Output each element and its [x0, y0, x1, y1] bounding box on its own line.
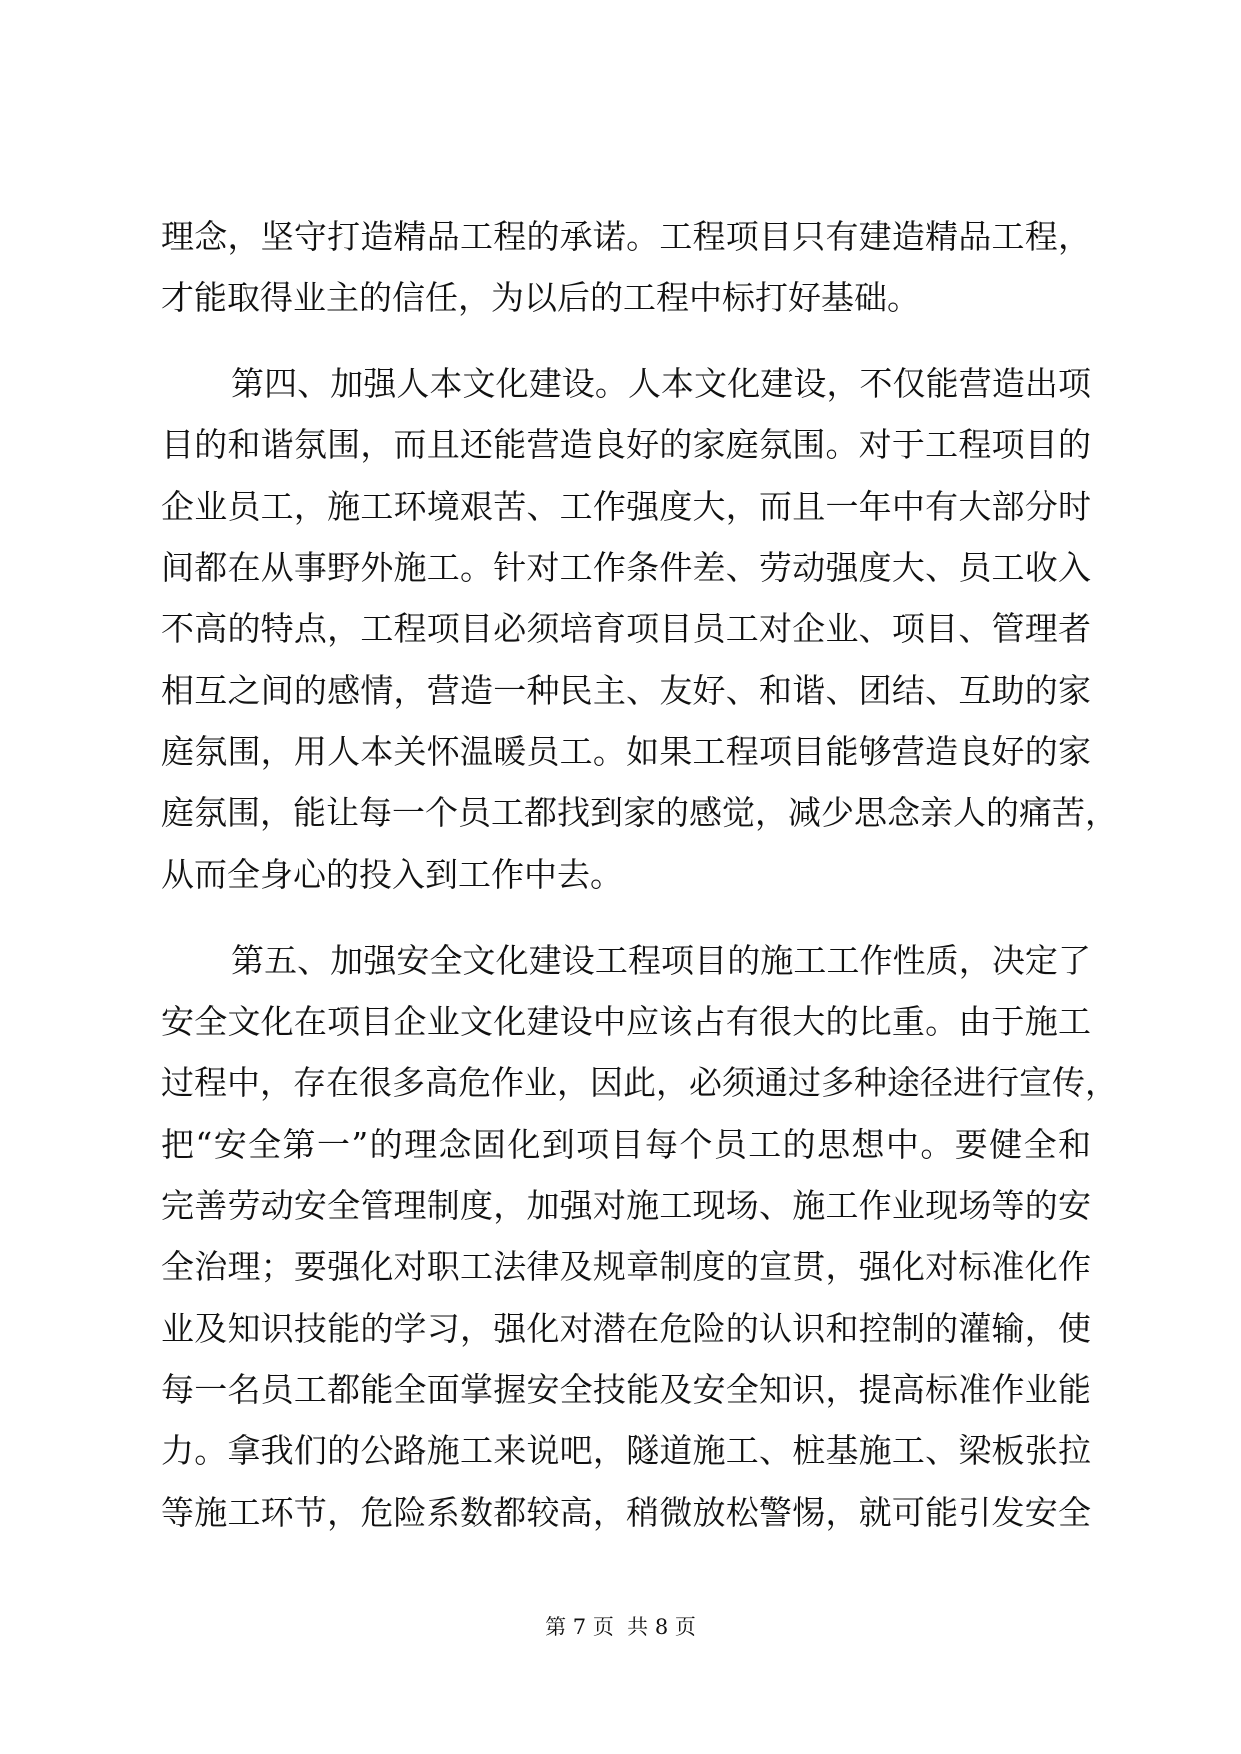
text-line-3: 第四、加强人本文化建设。人本文化建设，不仅能营造出项 — [231, 364, 1091, 403]
text-line-10: 庭氛围，能让每一个员工都找到家的感觉，减少思念亲人的痛苦， — [161, 793, 1118, 832]
text-line-14: 过程中，存在很多高危作业，因此，必须通过多种途径进行宣传， — [161, 1063, 1118, 1102]
text-line-19: 每一名员工都能全面掌握安全技能及安全知识，提高标准作业能 — [161, 1370, 1091, 1409]
text-line-16: 完善劳动安全管理制度，加强对施工现场、施工作业现场等的安 — [161, 1186, 1091, 1225]
text-line-9: 庭氛围，用人本关怀温暖员工。如果工程项目能够营造良好的家 — [161, 732, 1091, 771]
text-line-1: 理念，坚守打造精品工程的承诺。工程项目只有建造精品工程， — [161, 217, 1091, 256]
text-line-21: 等施工环节，危险系数都较高，稍微放松警惕，就可能引发安全 — [161, 1493, 1091, 1532]
text-line-11: 从而全身心的投入到工作中去。 — [161, 855, 623, 894]
text-line-7: 不高的特点，工程项目必须培育项目员工对企业、项目、管理者 — [161, 609, 1091, 648]
text-line-5: 企业员工，施工环境艰苦、工作强度大，而且一年中有大部分时 — [161, 487, 1091, 526]
text-line-18: 业及知识技能的学习，强化对潜在危险的认识和控制的灌输，使 — [161, 1309, 1091, 1348]
text-line-13: 安全文化在项目企业文化建设中应该占有很大的比重。由于施工 — [161, 1002, 1091, 1041]
text-line-4: 目的和谐氛围，而且还能营造良好的家庭氛围。对于工程项目的 — [161, 425, 1091, 464]
page-number-footer: 第 7 页 共 8 页 — [545, 1615, 696, 1639]
text-line-8: 相互之间的感情，营造一种民主、友好、和谐、团结、互助的家 — [161, 671, 1091, 710]
text-line-20: 力。拿我们的公路施工来说吧，隧道施工、桩基施工、梁板张拉 — [161, 1431, 1091, 1470]
text-line-2: 才能取得业主的信任，为以后的工程中标打好基础。 — [161, 278, 920, 317]
text-line-15: 把“安全第一”的理念固化到项目每个员工的思想中。要健全和 — [161, 1125, 1091, 1164]
text-line-17: 全治理；要强化对职工法律及规章制度的宣贯，强化对标准化作 — [161, 1247, 1091, 1286]
text-line-12: 第五、加强安全文化建设工程项目的施工工作性质，决定了 — [231, 941, 1091, 980]
text-line-6: 间都在从事野外施工。针对工作条件差、劳动强度大、员工收入 — [161, 548, 1091, 587]
